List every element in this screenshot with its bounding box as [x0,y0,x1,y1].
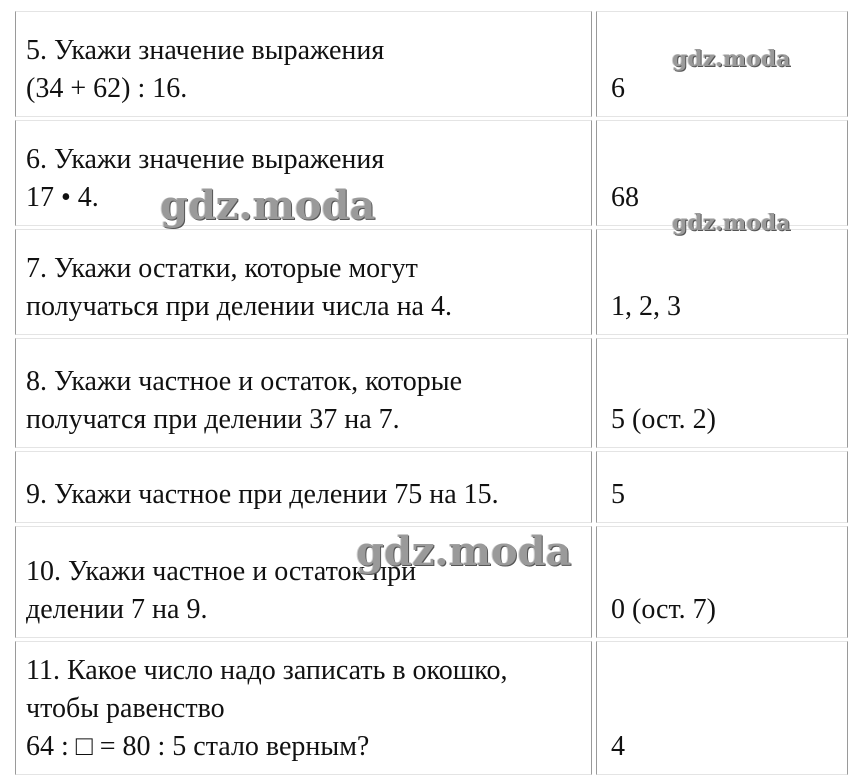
question-text: делении 7 на 9. [26,594,208,625]
answer-text: 68 [611,182,639,213]
answers-table [11,8,852,778]
question-cell [15,338,592,448]
question-cell [15,641,592,775]
table-row [15,120,848,226]
question-text: (34 + 62) : 16. [26,73,188,104]
question-text: получатся при делении 37 на 7. [26,404,400,435]
question-cell [15,11,592,117]
answer-text: 6 [611,73,625,104]
answer-text: 5 [611,479,625,510]
answer-text: 5 (ост. 2) [611,404,716,435]
answer-cell [596,229,848,335]
watermark: gdz.moda [356,528,572,575]
question-text: 9. Укажи частное при делении 75 на 15. [26,479,499,510]
question-cell [15,451,592,523]
question-text: 5. Укажи значение выражения [26,35,385,66]
question-text: 11. Какое число надо записать в окошко, [26,655,508,686]
answer-cell [596,526,848,638]
question-cell [15,120,592,226]
watermark: gdz.moda [672,46,791,72]
table-row [15,451,848,523]
question-text: 10. Укажи частное и остаток при [26,556,417,587]
question-text: 6. Укажи значение выражения [26,144,385,175]
answer-cell [596,451,848,523]
answer-cell [596,120,848,226]
question-text: 17 • 4. [26,182,99,213]
answer-text: 0 (ост. 7) [611,594,716,625]
answer-text: 4 [611,731,625,762]
question-text: чтобы равенство [26,693,225,724]
question-text: получаться при делении числа на 4. [26,291,452,322]
question-text: 64 : □ = 80 : 5 стало верным? [26,731,370,762]
table-row [15,526,848,638]
answer-cell [596,338,848,448]
table-row [15,338,848,448]
table-row [15,11,848,117]
table-row [15,641,848,775]
watermark: gdz.moda [160,182,376,229]
question-cell [15,526,592,638]
table-row [15,229,848,335]
answer-text: 1, 2, 3 [611,291,681,322]
question-text: 7. Укажи остатки, которые могут [26,253,418,284]
answer-cell [596,11,848,117]
question-cell [15,229,592,335]
watermark: gdz.moda [672,210,791,236]
answer-cell [596,641,848,775]
question-text: 8. Укажи частное и остаток, которые [26,366,463,397]
